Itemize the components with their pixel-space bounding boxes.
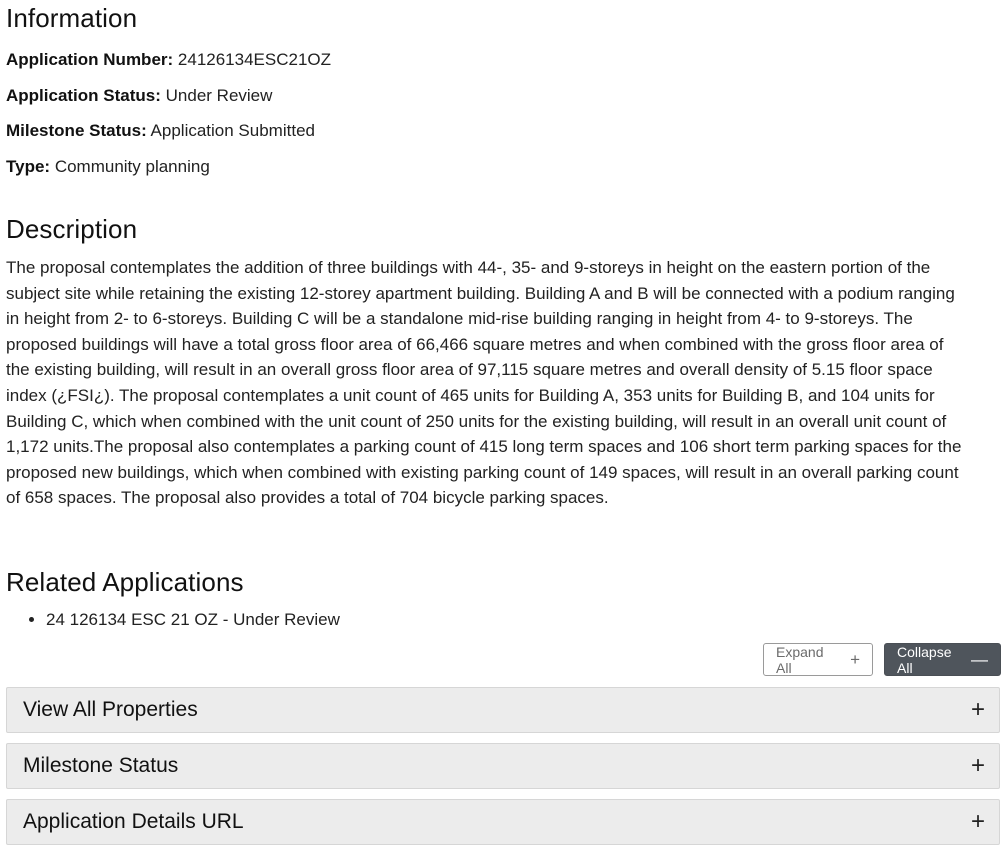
minus-icon: — <box>971 650 988 669</box>
expand-all-label: Expand All <box>776 643 824 676</box>
related-applications-list <box>6 608 340 632</box>
plus-icon: + <box>970 696 985 723</box>
application-status-label: Application Status: <box>6 86 161 105</box>
accordion-title: View All Properties <box>23 698 198 721</box>
milestone-status-line <box>6 121 315 141</box>
plus-icon: + <box>970 808 985 835</box>
plus-icon: + <box>850 650 860 669</box>
accordion-title: Application Details URL <box>23 810 244 833</box>
description-heading: Description <box>6 214 138 244</box>
application-status-line <box>6 86 272 106</box>
milestone-status-value: Application Submitted <box>150 121 315 140</box>
related-application-item[interactable]: • 24 126134 ESC 21 OZ - Under Review <box>46 608 340 632</box>
information-heading: Information <box>6 3 138 33</box>
plus-icon: + <box>970 752 985 779</box>
application-number-line <box>6 50 331 70</box>
accordion-milestone-status[interactable] <box>6 743 1000 789</box>
expand-all-button[interactable] <box>763 643 873 676</box>
accordion-title: Milestone Status <box>23 754 179 777</box>
milestone-status-label: Milestone Status: <box>6 121 147 140</box>
application-number-label: Application Number: <box>6 50 174 69</box>
application-status-value: Under Review <box>165 86 273 105</box>
related-applications-heading: Related Applications <box>6 567 244 597</box>
type-value: Community planning <box>54 157 210 176</box>
collapse-all-label: Collapse All <box>897 643 952 676</box>
type-line <box>6 157 210 177</box>
accordion-view-all-properties[interactable] <box>6 687 1000 733</box>
type-label: Type: <box>6 157 51 176</box>
application-number-value: 24126134ESC21OZ <box>177 50 332 69</box>
accordion-application-details-url[interactable] <box>6 799 1000 845</box>
description-text: The proposal contemplates the addition of three buildings with 44-, 35- and 9-storeys in height on the eastern portion of the subject site while retaining the existing 12-storey apartment building. Building A and B will be connected with a podium ranging in height from 2- to 6-storeys. Building C will be a standalone mid-rise building ranging in height from 4- to 9-storeys. The proposed buildings will have a total gross floor area of 66,466 square metres and when combined with the gross floor area of the existing building, will result in an overall gross floor area of 97,115 square metres and overall density of 5.15 floor space index (¿FSI¿). The proposal contemplates a unit count of 465 units for Building A, 353 units for Building B, and 104 units for Building C, which when combined with the unit count of 250 units for the existing building, will result in an overall unit count of 1,172 units.The proposal also contemplates a parking count of 415 long term spaces and 106 short term parking spaces for the proposed new buildings, which when combined with existing parking count of 149 spaces, will result in an overall parking count of 658 spaces. The proposal also provides a total of 704 bicycle parking spaces. <box>6 258 962 508</box>
collapse-all-button[interactable] <box>884 643 1001 676</box>
